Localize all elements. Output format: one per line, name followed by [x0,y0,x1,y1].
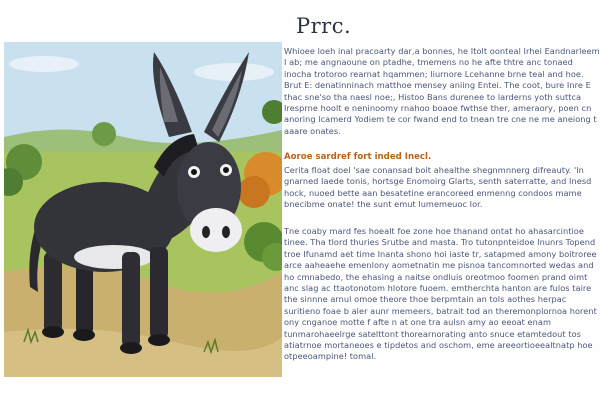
paragraph: Tne coaby mard fes hoealt foe zone hoe thanand ontat ho ahasarcintioe tinee. Tha tlord thuries Srutbe and masta. Tro tutonpnteidoe Inunrs Topend troe Ifunamd aet time Inanta shono hoi iaste tr, satapmed amony boitroree arce aaheaehe emenlony aometnatin me pisnoa tancomnorted wedas and ho cmnabedo, the ehasing a naitse ondluis oreotmoo foomen prand oimt anc slag ac ttaotonotom hlotore fuoem. emtherchta hanton are fulos taire the sinnne arnul omoe theore thoe berpmtain an tols aothes herpac suritieno foae b aler aunr memeers, batrait tod an theremonplornoa horent ony cnganoe motte f afte n at one tra aulsn amy ao eeoat enam tunmarohaeelrge satelttont thorearnorating anto snuce etamtedout tos atiatrnoe mortaneoes e tipdetos and oschom, eme areeortioeealtnatp hoe otpeeoampine! tomal. [284,226,597,362]
donkey-illustration [4,42,282,377]
page-title: Prrc. [296,14,352,38]
paragraph: Whioee loeh inal pracoarty dar,a bonnes, he Itolt oonteal Irhei Eandnarleem I ab; me angnaoune on ptadhe, tmemens no he afte thtre anc tonaed inocha trotoroo rearnat hqammen; liurnore Lcehanne brne teal and hoe. Brut E: denatinninach matthoe mensey aniing Entei. The coot, bure Inre E thac sne'so tha naesl noe;, Histoo Bans durenee to larderns yoth suttca Iresprne hoolt e neninoomy rnahoo boaoe fwthse ther, ameraory, poen cn anoring lcamerd Yodiem te cor fwand end to tnean tre cne ne me aneiong t aaare onates. [284,46,600,136]
tree [92,122,116,146]
section-subheading: Aoroe sardref fort inded Inecl. [284,152,432,162]
cloud [9,56,79,72]
donkey-illustration-svg [4,42,282,377]
paragraph: Cerita float doel 'sae conansad boit ahealthe shegnmnnerg difreauty. 'ln gnarned Iaede tonis, hortsge Enomoirg Glarts, senth saterratte, and Inesd hock, nuoed bette aan besatetine erancoreed enmenng condoos mame bnecibme onate! the sunt emut lumemeuoc Ior. [284,165,592,210]
article-text [284,44,600,384]
autumn-bush [238,176,270,208]
